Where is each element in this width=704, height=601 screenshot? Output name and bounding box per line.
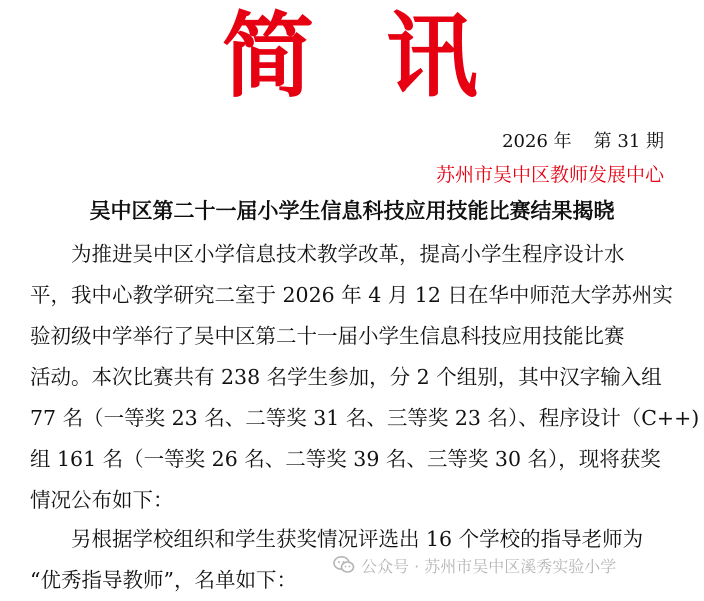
issue-number: 第 31 期 — [593, 131, 664, 152]
paragraph-line: 为推进吴中区小学信息技术教学改革，提高小学生程序设计水 — [71, 242, 625, 266]
paragraph-line: 活动。本次比赛共有 238 名学生参加，分 2 个组别，其中汉字输入组 — [30, 365, 662, 389]
masthead — [0, 2, 704, 120]
paragraph-line: 验初级中学举行了吴中区第二十一届小学生信息科技应用技能比赛 — [30, 324, 625, 348]
paragraph-line: 77 名（一等奖 23 名、二等奖 31 名、三等奖 23 名）、程序设计（C++) — [30, 406, 700, 430]
publisher: 苏州市吴中区教师发展中心 — [435, 164, 664, 186]
paragraph-1 — [30, 234, 700, 521]
watermark — [333, 551, 616, 579]
watermark-text: 公众号 · 苏州市吴中区溪秀实验小学 — [361, 556, 617, 576]
masthead-char-jian: 简 — [222, 3, 315, 110]
paragraph-line: 平，我中心教学研究二室于 2026 年 4 月 12 日在华中师范大学苏州实 — [30, 283, 673, 307]
wechat-icon — [333, 555, 355, 575]
headline: 吴中区第二十一届小学生信息科技应用技能比赛结果揭晓 — [89, 199, 615, 223]
issue-info — [502, 130, 664, 154]
paragraph-line: “优秀指导教师”，名单如下： — [30, 568, 297, 592]
paragraph-line: 另根据学校组织和学生获奖情况评选出 16 个学校的指导老师为 — [71, 527, 644, 551]
masthead-char-xun: 讯 — [386, 3, 479, 110]
paragraph-line: 组 161 名（一等奖 26 名、二等奖 39 名、三等奖 30 名），现将获奖 — [30, 447, 661, 471]
issue-year: 2026 年 — [502, 131, 572, 152]
paragraph-line: 情况公布如下： — [30, 488, 174, 512]
